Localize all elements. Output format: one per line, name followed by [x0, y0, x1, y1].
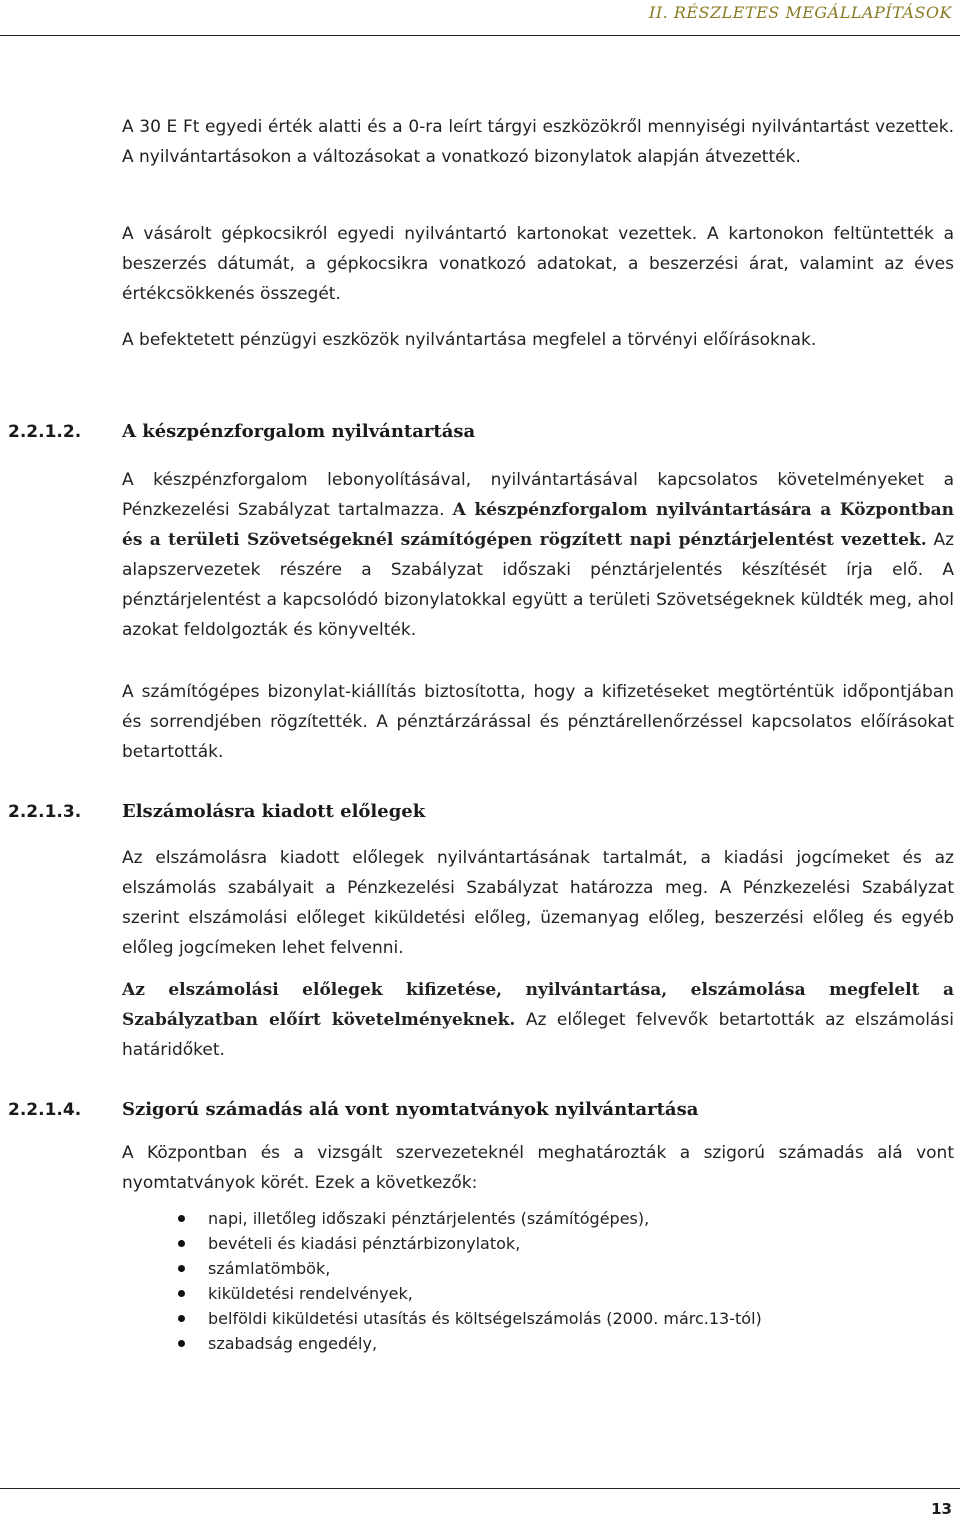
paragraph-advances-rules: Az elszámolásra kiadott előlegek nyilvántartásának tartalmát, a kiadási jogcímeket és az elszámolás szabályait a Pénzkezelési Szabályzat határozza meg. A Pénzkezelési Szabályzat szerint elszámolási előleget kiküldetési előleg, üzemanyag előleg, beszerzési előleg és egyéb előleg jogcímeken lehet felvenni. [122, 848, 954, 958]
bullet-icon [178, 1215, 185, 1222]
cash-flow-text-bold: A készpénzforgalom nyilvántartására a Központban és a területi Szövetségeknél számítógépen rögzített napi pénztárjelentést vezettek. [122, 500, 954, 550]
paragraph-advances-compliance [122, 975, 954, 1065]
advances-text-b: Az előleget felvevők betartották az elszámolási határidőket. [122, 1010, 954, 1060]
list-item: kiküldetési rendelvények, [122, 1281, 942, 1306]
section-number-2-2-1-2: 2.2.1.2. [8, 422, 82, 442]
paragraph-asset-records: A 30 E Ft egyedi érték alatti és a 0-ra leírt tárgyi eszközökről mennyiségi nyilvántartást vezettek. A nyilvántartásokon a változásokat a vonatkozó bizonylatok alapján átvezették. [122, 117, 954, 167]
advances-text-bold: Az elszámolási előlegek kifizetése, nyilvántartása, elszámolása megfelelt a Szabályzatban előírt követelményeknek. [122, 980, 954, 1030]
bullet-icon [178, 1340, 185, 1347]
footer-rule [0, 1488, 960, 1489]
bullet-icon [178, 1290, 185, 1297]
strict-forms-list [122, 1206, 942, 1356]
paragraph-car-records: A vásárolt gépkocsikról egyedi nyilvántartó kartonokat vezettek. A kartonokon feltüntették a beszerzés dátumát, a gépkocsikra vonatkozó adatokat, a beszerzési árat, valamint az éves értékcsökkenés összegét. [122, 224, 954, 304]
section-number-2-2-1-4: 2.2.1.4. [8, 1100, 82, 1120]
cash-flow-text-a: A készpénzforgalom lebonyolításával, nyilvántartásával kapcsolatos követelményeket a Pénzkezelési Szabályzat tartalmazza. [122, 470, 954, 520]
section-number-2-2-1-3: 2.2.1.3. [8, 802, 82, 822]
bullet-icon [178, 1240, 185, 1247]
header-rule [0, 35, 960, 36]
list-item: belföldi kiküldetési utasítás és költségelszámolás (2000. márc.13-tól) [122, 1306, 942, 1331]
list-item: szabadság engedély, [122, 1331, 942, 1356]
list-item: bevételi és kiadási pénztárbizonylatok, [122, 1231, 942, 1256]
bullet-icon [178, 1265, 185, 1272]
bullet-icon [178, 1315, 185, 1322]
section-title-strict-forms: Szigorú számadás alá vont nyomtatványok nyilvántartása [122, 1099, 699, 1120]
running-header: II. RÉSZLETES MEGÁLLAPÍTÁSOK [649, 3, 952, 22]
section-title-advances: Elszámolásra kiadott előlegek [122, 801, 426, 822]
page-number: 13 [931, 1500, 952, 1518]
section-title-cash-flow: A készpénzforgalom nyilvántartása [122, 421, 476, 442]
cash-flow-text-b: Az alapszervezetek részére a Szabályzat időszaki pénztárjelentés készítését írja elő. A pénztárjelentést a kapcsolódó bizonylatokkal együtt a területi Szövetségeknek küldték meg, ahol azokat feldolgozták és könyvelték. [122, 530, 954, 640]
paragraph-computer-receipts: A számítógépes bizonylat-kiállítás biztosította, hogy a kifizetéseket megtörténtük időpontjában és sorrendjében rögzítették. A pénztárzárással és pénztárellenőrzéssel kapcsolatos előírásokat betartották. [122, 682, 954, 762]
paragraph-cash-flow-rules [122, 465, 954, 645]
paragraph-strict-forms: A Központban és a vizsgált szervezeteknél meghatározták a szigorú számadás alá vont nyomtatványok körét. Ezek a következők: [122, 1143, 954, 1193]
list-item: számlatömbök, [122, 1256, 942, 1281]
list-item: napi, illetőleg időszaki pénztárjelentés (számítógépes), [122, 1206, 942, 1231]
paragraph-financial-assets: A befektetett pénzügyi eszközök nyilvántartása megfelel a törvényi előírásoknak. [122, 330, 817, 350]
